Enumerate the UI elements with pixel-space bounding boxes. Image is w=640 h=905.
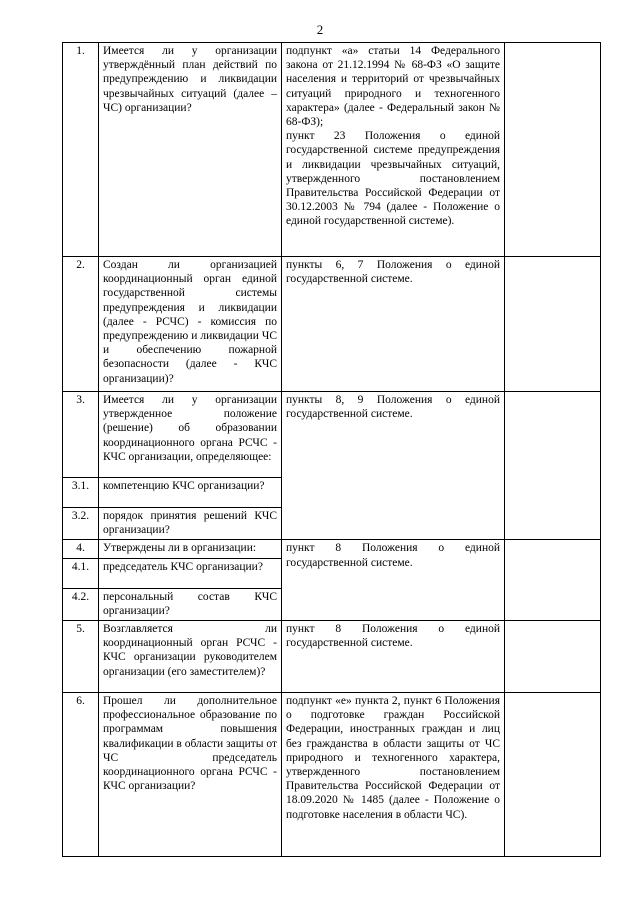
page-number: 2	[316, 22, 324, 37]
answer-cell	[505, 392, 601, 540]
row-number: 1.	[63, 43, 99, 257]
legal-basis: пункт 8 Положения о единой государственной системе.	[282, 540, 505, 621]
table-row	[63, 257, 601, 392]
legal-basis: пункты 6, 7 Положения о единой государственной системе.	[282, 257, 505, 392]
legal-basis-paragraph: пункт 23 Положения о единой государственной системе предупреждения и ликвидации чрезвычайных ситуаций, утвержденного постановлением Правительства Российской Федерации от 30.12.2003 № 794 (далее - Положение о единой государственной системе).	[286, 130, 500, 228]
question-text: Утверждены ли в организации:	[99, 540, 282, 558]
question-text: компетенцию КЧС организации?	[99, 478, 282, 508]
table-row	[63, 392, 601, 478]
answer-cell	[505, 257, 601, 392]
row-number: 5.	[63, 621, 99, 693]
row-number: 3.2.	[63, 508, 99, 540]
legal-basis: пункты 8, 9 Положения о единой государственной системе.	[282, 392, 505, 540]
question-text: Создан ли организацией координационный орган единой государственной системы предупреждения и ликвидации (далее - РСЧС) - комиссия по предупреждению и ликвидации ЧС и обеспечению пожарной безопасности (далее - КЧС организации)?	[99, 257, 282, 392]
legal-basis: подпункт «е» пункта 2, пункт 6 Положения о подготовке граждан Российской Федерации, иностранных граждан и лиц без гражданства в области защиты от ЧС природного и техногенного характера, утвержденного постановлением Правительства Российской Федерации от 18.09.2020 № 1485 (далее - Положение о подготовке населения в области ЧС).	[282, 693, 505, 857]
table-row	[63, 621, 601, 693]
row-number: 6.	[63, 693, 99, 857]
question-text: председатель КЧС организации?	[99, 558, 282, 588]
table-row	[63, 540, 601, 558]
question-text: Имеется ли у организации утверждённый план действий по предупреждению и ликвидации чрезвычайных ситуаций (далее – ЧС) организации?	[99, 43, 282, 257]
question-text: Прошел ли дополнительное профессиональное образование по программам повышения квалификации в области защиты от ЧС председатель координационного органа РСЧС - КЧС организации?	[99, 693, 282, 857]
legal-basis: пункт 8 Положения о единой государственной системе.	[282, 621, 505, 693]
legal-basis	[282, 43, 505, 257]
answer-cell	[505, 693, 601, 857]
row-number: 3.1.	[63, 478, 99, 508]
question-text: Имеется ли у организации утвержденное положение (решение) об образовании координационного органа РСЧС - КЧС организации, определяющее:	[99, 392, 282, 478]
question-text: персональный состав КЧС организации?	[99, 588, 282, 620]
table-row	[63, 693, 601, 857]
answer-cell	[505, 621, 601, 693]
table-row	[63, 43, 601, 257]
row-number: 4.	[63, 540, 99, 558]
row-number: 3.	[63, 392, 99, 478]
row-number: 4.1.	[63, 558, 99, 588]
checklist-table	[62, 42, 601, 857]
answer-cell	[505, 43, 601, 257]
row-number: 2.	[63, 257, 99, 392]
question-text: Возглавляется ли координационный орган РСЧС - КЧС организации руководителем организации (его заместителем)?	[99, 621, 282, 693]
row-number: 4.2.	[63, 588, 99, 620]
legal-basis-paragraph: подпункт «а» статьи 14 Федерального закона от 21.12.1994 № 68-ФЗ «О защите населения и территорий от чрезвычайных ситуаций природного и техногенного характера» (далее - Федеральный закон № 68-ФЗ);	[286, 45, 500, 129]
answer-cell	[505, 540, 601, 621]
question-text: порядок принятия решений КЧС организации?	[99, 508, 282, 540]
